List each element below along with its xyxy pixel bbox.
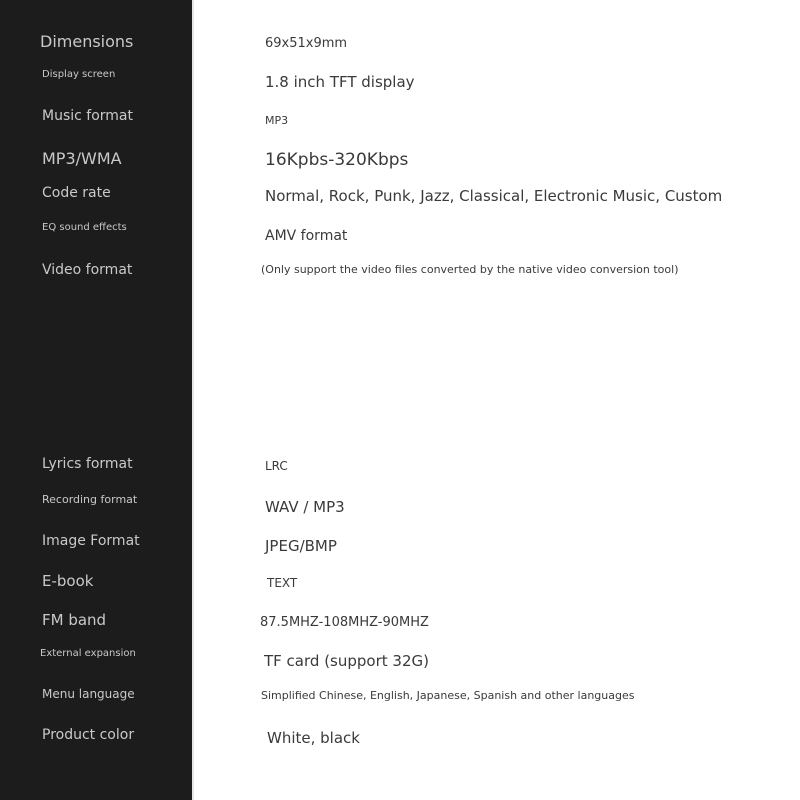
spec-label-display-screen: Display screen <box>42 69 116 80</box>
spec-label-fm-band: FM band <box>42 611 107 629</box>
column-divider <box>192 0 194 800</box>
spec-value-menu-language: Simplified Chinese, English, Japanese, Spanish and other languages <box>261 689 635 702</box>
spec-value-mp3-wma: 16Kpbs-320Kbps <box>265 150 409 170</box>
spec-label-recording-format: Recording format <box>42 493 138 506</box>
spec-label-code-rate: Code rate <box>42 185 111 201</box>
spec-value-image-format: JPEG/BMP <box>265 537 337 555</box>
spec-label-lyrics-format: Lyrics format <box>42 456 133 472</box>
spec-label-menu-language: Menu language <box>42 687 135 701</box>
spec-value-eq-sound-effects: AMV format <box>265 228 348 244</box>
spec-label-video-format: Video format <box>42 262 133 278</box>
spec-value-music-format: MP3 <box>265 114 289 127</box>
spec-value-code-rate: Normal, Rock, Punk, Jazz, Classical, Electronic Music, Custom <box>265 187 723 205</box>
spec-label-image-format: Image Format <box>42 533 140 549</box>
spec-value-e-book: TEXT <box>267 576 298 590</box>
spec-value-external-expansion: TF card (support 32G) <box>264 652 429 670</box>
spec-value-recording-format: WAV / MP3 <box>265 498 345 516</box>
spec-label-product-color: Product color <box>42 727 135 743</box>
spec-value-lyrics-format: LRC <box>265 459 288 473</box>
spec-label-e-book: E-book <box>42 572 94 590</box>
spec-value-dimensions: 69x51x9mm <box>265 36 348 51</box>
spec-value-display-screen: 1.8 inch TFT display <box>265 73 415 91</box>
spec-label-mp3-wma: MP3/WMA <box>42 149 122 168</box>
spec-value-product-color: White, black <box>267 729 360 747</box>
spec-label-external-expansion: External expansion <box>40 648 136 659</box>
spec-label-dimensions: Dimensions <box>40 32 134 51</box>
spec-label-eq-sound-effects: EQ sound effects <box>42 222 127 233</box>
spec-label-music-format: Music format <box>42 108 133 124</box>
spec-value-video-format: (Only support the video files converted by the native video conversion tool) <box>261 263 679 276</box>
spec-value-fm-band: 87.5MHZ-108MHZ-90MHZ <box>260 615 429 630</box>
